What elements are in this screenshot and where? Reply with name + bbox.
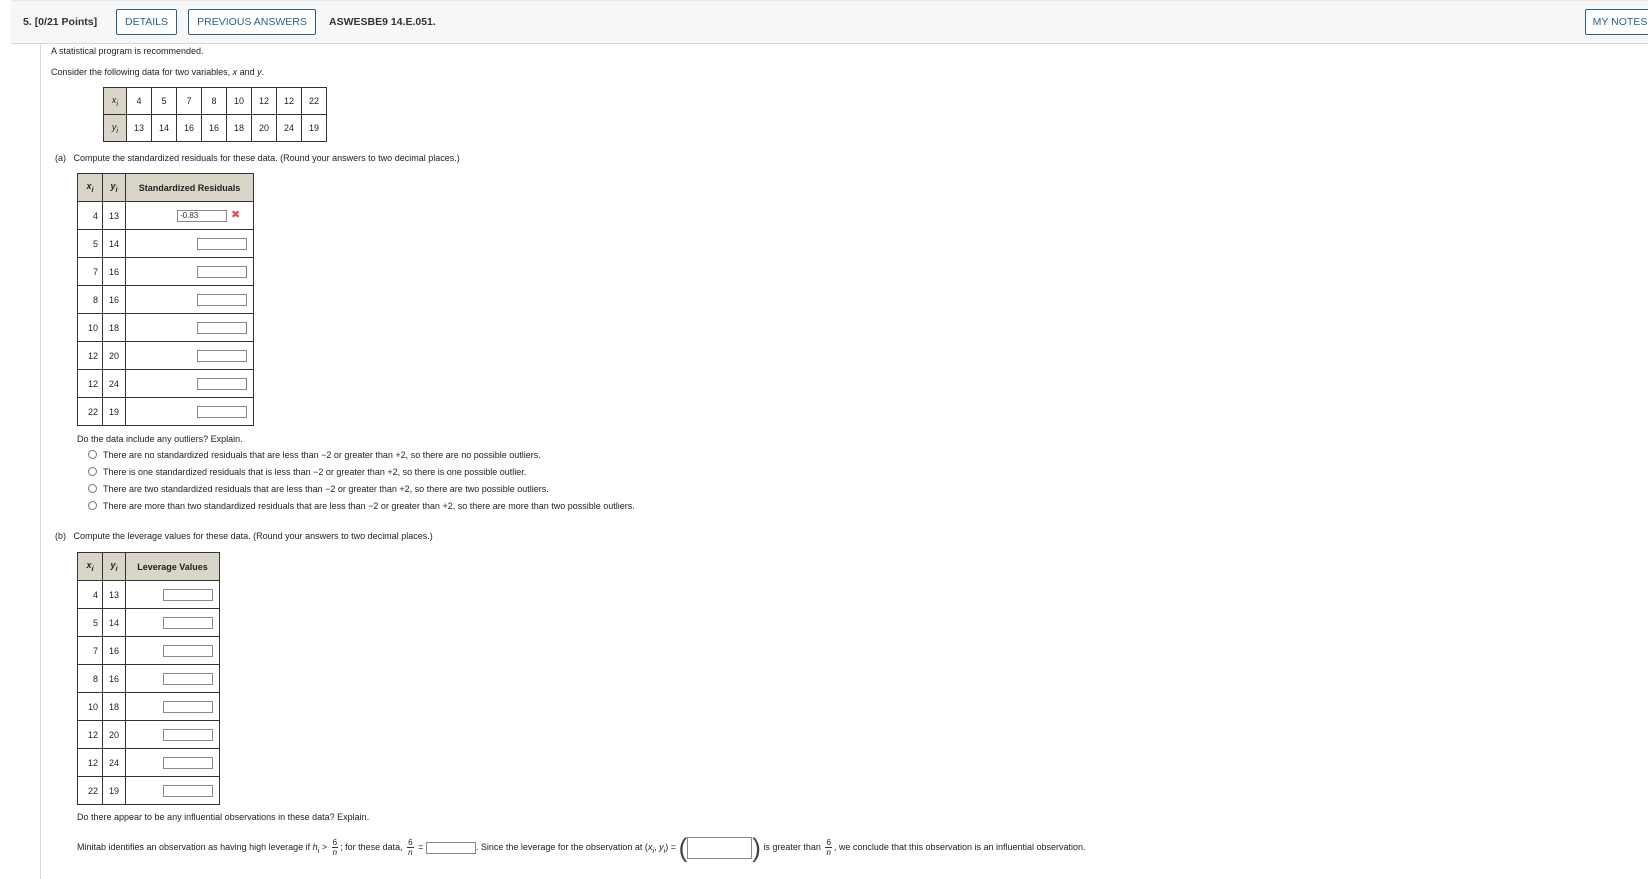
answer-cell [126,314,254,342]
answer-cell [126,342,254,370]
x-cell: 10 [78,693,103,721]
table-row [78,398,254,426]
y-cell: 14 [152,115,177,142]
y-cell: 18 [227,115,252,142]
x-header: $x_i$ [78,174,103,202]
table-row [78,286,254,314]
x-cell: 4 [78,202,103,230]
x-cell: 22 [78,398,103,426]
answer-cell [126,258,254,286]
leverage-header: Leverage Values [126,553,220,581]
leverage-input[interactable] [163,673,213,685]
y-cell: 16 [103,258,126,286]
y-cell: 13 [103,581,126,609]
radio-button[interactable] [88,501,97,510]
y-cell: 24 [103,749,126,777]
answer-cell [126,230,254,258]
residual-input[interactable] [197,238,247,250]
y-cell: 19 [103,398,126,426]
leverage-values-table [77,552,220,805]
fraction: $\frac{6}{n}$ [826,838,831,858]
table-row [78,665,220,693]
data-table [103,87,327,142]
leverage-input[interactable] [163,785,213,797]
answer-cell [126,777,220,805]
x-header: $x_i$ [78,553,103,581]
part-b-prompt: (b) Compute the leverage values for these data. (Round your answers to two decimal places.) [55,531,433,541]
table-row [78,721,220,749]
table-row [78,342,254,370]
leverage-input[interactable] [163,757,213,769]
threshold-input[interactable] [426,842,476,854]
x-cell: 10 [227,88,252,115]
radio-button[interactable] [88,484,97,493]
radio-button[interactable] [88,467,97,476]
question-number: 5. [0/21 Points] [23,16,98,28]
x-cell: 12 [78,721,103,749]
x-cell: 8 [78,665,103,693]
answer-cell [126,749,220,777]
outlier-option-2[interactable]: There is one standardized residuals that is less than −2 or greater than +2, so there is one possible outlier. [88,467,526,477]
x-cell: 5 [78,230,103,258]
x-cell: 12 [252,88,277,115]
answer-cell [126,693,220,721]
x-cell: 4 [78,581,103,609]
x-cell: 5 [152,88,177,115]
y-header: $y_i$ [104,115,127,142]
y-cell: 16 [177,115,202,142]
y-cell: 16 [103,637,126,665]
y-cell: 18 [103,693,126,721]
table-row [78,609,220,637]
leverage-input[interactable] [163,645,213,657]
residual-input[interactable] [197,378,247,390]
x-cell: 12 [78,749,103,777]
x-cell: 7 [78,258,103,286]
leverage-input[interactable] [163,729,213,741]
leverage-input[interactable] [163,589,213,601]
x-cell: 12 [78,342,103,370]
answer-cell [126,721,220,749]
y-cell: 24 [103,370,126,398]
y-header: $y_i$ [103,553,126,581]
question-header [11,0,1648,44]
observation-input[interactable] [687,837,752,859]
y-cell: 20 [103,721,126,749]
x-cell: 8 [202,88,227,115]
answer-cell [126,609,220,637]
y-cell: 13 [127,115,152,142]
residual-input[interactable] [197,266,247,278]
x-cell: 5 [78,609,103,637]
outlier-option-4[interactable]: There are more than two standardized residuals that are less than −2 or greater than +2, so there are more than two possible outliers. [88,501,635,511]
fraction: $\frac{6}{n}$ [332,838,338,858]
part-a-prompt: (a) Compute the standardized residuals for these data. (Round your answers to two decimal places.) [55,153,460,163]
recommendation-text: A statistical program is recommended. [51,46,204,56]
residual-input[interactable]: -0.83 [177,210,227,222]
y-cell: 13 [103,202,126,230]
y-cell: 14 [103,609,126,637]
table-row [78,637,220,665]
radio-button[interactable] [88,450,97,459]
x-cell: 12 [277,88,302,115]
answer-cell [126,286,254,314]
my-notes-button[interactable]: MY NOTES [1585,9,1648,35]
x-cell: 12 [78,370,103,398]
y-cell: 14 [103,230,126,258]
y-cell: 16 [202,115,227,142]
fraction: $\frac{6}{n}$ [408,838,413,858]
table-row [78,314,254,342]
residual-input[interactable] [197,322,247,334]
y-cell: 16 [103,286,126,314]
table-row [78,777,220,805]
leverage-input[interactable] [163,701,213,713]
table-row [78,370,254,398]
answer-cell [126,370,254,398]
y-cell: 19 [103,777,126,805]
table-row [78,202,254,230]
table-row [78,258,254,286]
y-cell: 24 [277,115,302,142]
answer-cell [126,581,220,609]
y-cell: 20 [252,115,277,142]
standardized-residuals-table [77,173,254,426]
x-cell: 4 [127,88,152,115]
outliers-question: Do the data include any outliers? Explain. [77,434,243,444]
consider-text: Consider the following data for two variables, x and y. [51,67,265,77]
residuals-header: Standardized Residuals [126,174,254,202]
residual-input[interactable] [197,350,247,362]
x-cell: 10 [78,314,103,342]
y-cell: 18 [103,314,126,342]
outlier-option-1[interactable]: There are no standardized residuals that are less than −2 or greater than +2, so there are no possible outliers. [88,450,541,460]
residual-input[interactable] [197,406,247,418]
x-cell: 7 [78,637,103,665]
leverage-input[interactable] [163,617,213,629]
leverage-sentence: Minitab identifies an observation as having high leverage if $h_i$ > $\frac{6}{n}$ ; for these data, $\frac{6}{n}$ = . Since the leverage for the observation at ($x_i$, $y_i$) = ( ) is greater than $\frac{6}{n}$ , we conclude that this observation is an influential observation. [77,832,1086,863]
y-cell: 20 [103,342,126,370]
influential-question: Do there appear to be any influential observations in these data? Explain. [77,812,370,822]
x-cell: 22 [78,777,103,805]
answer-cell [126,665,220,693]
x-header: $x_i$ [104,88,127,115]
y-cell: 19 [302,115,327,142]
table-row [78,581,220,609]
x-cell: 7 [177,88,202,115]
previous-answers-button[interactable]: PREVIOUS ANSWERS [188,9,316,35]
question-code: ASWESBE9 14.E.051. [329,16,436,28]
content-border [40,43,41,879]
details-button[interactable]: DETAILS [116,9,177,35]
answer-cell [126,637,220,665]
table-row [78,749,220,777]
answer-cell [126,398,254,426]
x-cell: 22 [302,88,327,115]
table-row [78,230,254,258]
outlier-option-3[interactable]: There are two standardized residuals that are less than −2 or greater than +2, so there are two possible outliers. [88,484,549,494]
residual-input[interactable] [197,294,247,306]
x-cell: 8 [78,286,103,314]
y-cell: 16 [103,665,126,693]
table-row [78,693,220,721]
y-header: $y_i$ [103,174,126,202]
close-icon: ✖ [231,209,241,221]
